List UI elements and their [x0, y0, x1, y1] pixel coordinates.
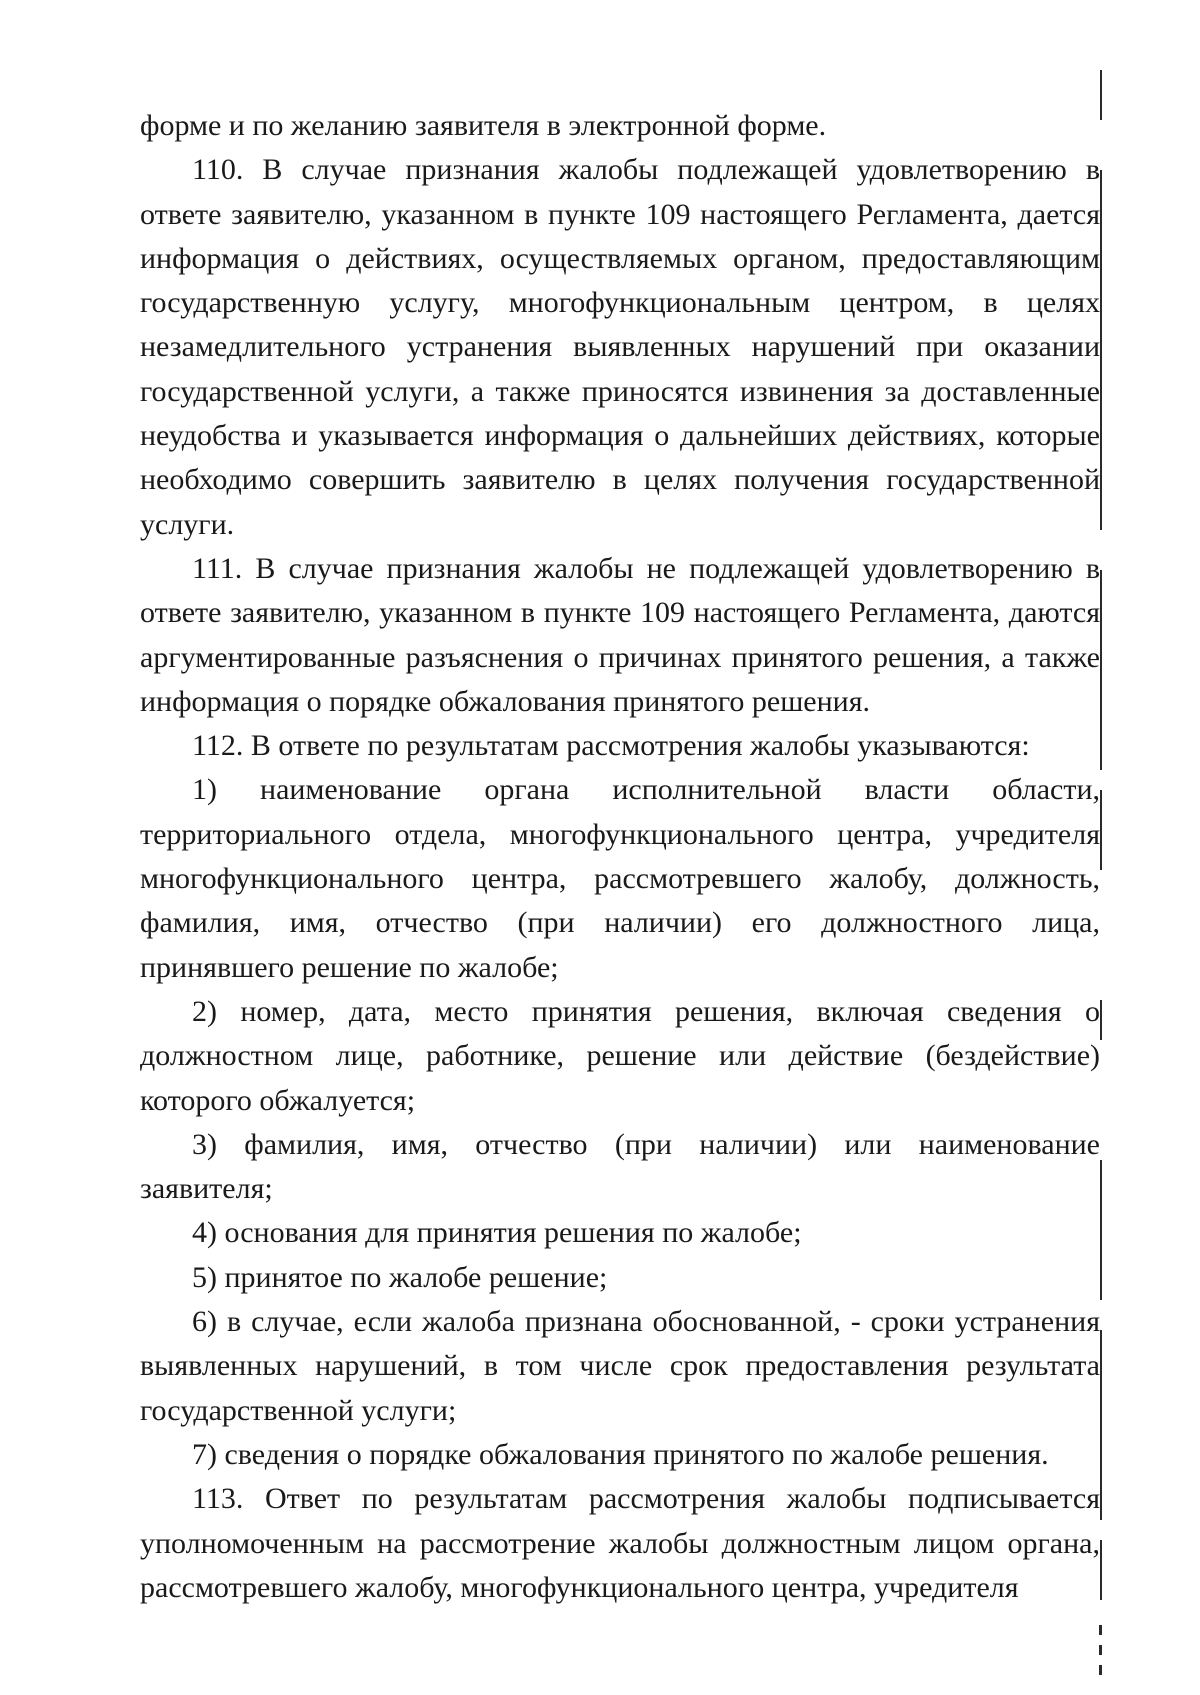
paragraph-112: 112. В ответе по результатам рассмотрения жалобы указываются: — [192, 729, 1030, 763]
paragraph-113: 113. Ответ по результатам рассмотрения жалобы подписывается уполномоченным на рассмотрение жалобы должностным лицом органа, рассмотревшего жалобу, многофункционального центра, учредителя — [140, 1482, 1100, 1604]
scan-edge-line — [1100, 1000, 1102, 1040]
document-body — [140, 104, 1100, 1610]
list-item-6: 6) в случае, если жалоба признана обоснованной, - сроки устранения выявленных нарушений, в том числе срок предоставления результата государственной услуги; — [140, 1305, 1100, 1427]
scan-edge-mark — [1099, 1665, 1102, 1675]
paragraph-111: 111. В случае признания жалобы не подлежащей удовлетворению в ответе заявителю, указанном в пункте 109 настоящего Регламента, даются аргументированные разъяснения о причинах принятого решения, а также информация о порядке обжалования принятого решения. — [140, 551, 1100, 718]
scan-edge-line — [1100, 570, 1102, 770]
scan-edge-line — [1100, 1160, 1102, 1300]
list-item-7: 7) сведения о порядке обжалования принятого по жалобе решения. — [192, 1437, 1049, 1471]
paragraph-110: 110. В случае признания жалобы подлежащей удовлетворению в ответе заявителю, указанном в пункте 109 настоящего Регламента, дается информация о действиях, осуществляемых органом, предоставляющим государственную услугу, многофункциональным центром, в целях незамедлительного устранения выявленных нарушений при оказании государственной услуги, а также приносятся извинения за доставленные неудобства и указывается информация о дальнейших действиях, которые необходимо совершить заявителю в целях получения государственной услуги. — [140, 153, 1100, 541]
scan-edge-line — [1100, 170, 1102, 530]
paragraph-continuation: форме и по желанию заявителя в электронной форме. — [140, 109, 827, 142]
scan-edge-line — [1100, 70, 1102, 120]
list-item-1: 1) наименование органа исполнительной власти области, территориального отдела, многофункционального центра, учредителя многофункционального центра, рассмотревшего жалобу, должность, фамилия, имя, отчество (при наличии) его должностного лица, принявшего решение по жалобе; — [140, 773, 1100, 984]
scan-edge-mark — [1099, 1645, 1102, 1655]
scan-edge-line — [1100, 1330, 1102, 1520]
scan-edge-line — [1100, 1540, 1102, 1600]
list-item-4: 4) основания для принятия решения по жалобе; — [192, 1216, 802, 1250]
list-item-5: 5) принятое по жалобе решение; — [192, 1260, 608, 1294]
scan-edge-line — [1100, 790, 1102, 870]
list-item-2: 2) номер, дата, место принятия решения, включая сведения о должностном лице, работнике, решение или действие (бездействие) которого обжалуется; — [140, 994, 1100, 1117]
scan-edge-mark — [1099, 1625, 1102, 1635]
list-item-3: 3) фамилия, имя, отчество (при наличии) или наименование заявителя; — [140, 1127, 1100, 1206]
